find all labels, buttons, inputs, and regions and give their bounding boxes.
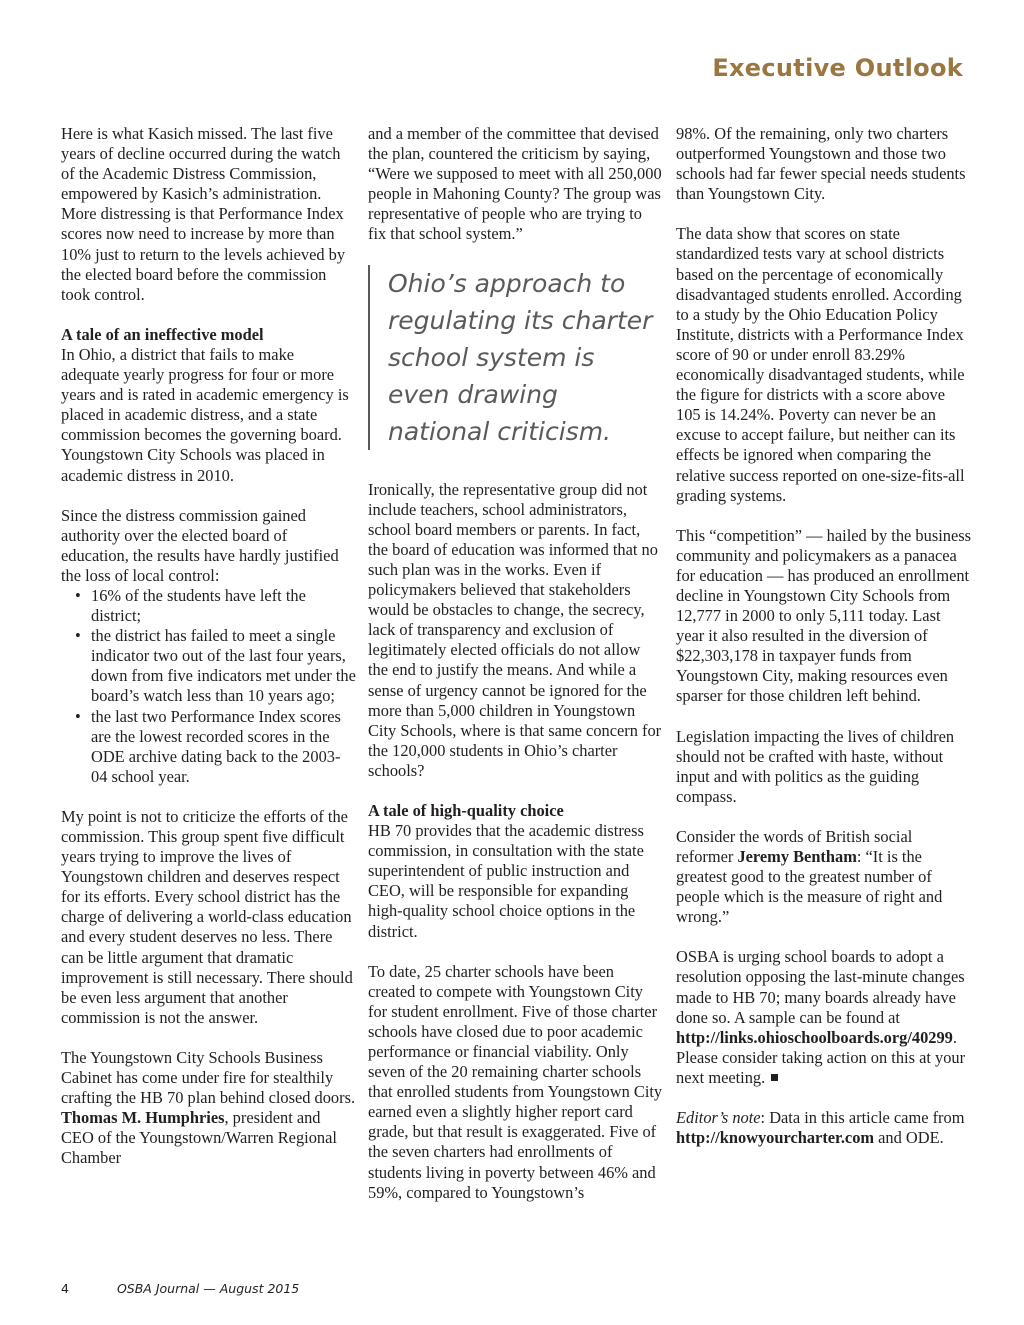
paragraph: My point is not to criticize the efforts of the commission. This group spent five difficult years trying to improve the lives of Youngstown children and deserves respect for its efforts. Every school district has the charge of delivering a world-class education and every student deserves no less. There can be little argument that dramatic improvement is still necessary. There should be even less argument that another commission is not the answer. <box>61 806 353 1027</box>
end-of-article-square-icon <box>771 1074 778 1081</box>
paragraph <box>61 1048 356 1169</box>
page-footer <box>61 1281 299 1296</box>
paragraph: Here is what Kasich missed. The last five years of decline occurred during the watch of the Academic Distress Commission, empowered by Kasich’s administration. More distressing is that Performance Index scores now need to increase by more than 10% just to return to the levels achieved by the elected board before the commission took control. <box>61 124 346 304</box>
bullet-list <box>61 586 356 787</box>
subheading-high-quality-choice: A tale of high-quality choice <box>368 800 564 820</box>
knowyourcharter-link[interactable]: http://knowyourcharter.com <box>676 1128 875 1148</box>
section-title: Executive Outlook <box>712 54 963 82</box>
paragraph: To date, 25 charter schools have been created to compete with Youngstown City for student enrollment. Five of those charter schools have closed due to poor academic performance or financial viability. Only seven of the 20 remaining charter schools that enrolled students from Youngstown City earned even a slightly higher report card grade, but that result is exaggerated. Five of the seven charters had enrollments of students living in poverty between 46% and 59%, compared to Youngstown’s <box>368 961 663 1202</box>
list-item: • 16% of the students have left the district; <box>91 586 356 626</box>
person-name-bentham: Jeremy Bentham <box>737 847 857 866</box>
page-number: 4 <box>61 1281 69 1296</box>
subheading-ineffective-model: A tale of an ineffective model <box>61 324 264 344</box>
text-run: : “It is the greatest good to the greatest number of people which is the measure of right and wrong.” <box>676 847 943 927</box>
resolution-link[interactable]: http://links.ohioschoolboards.org/40299 <box>676 1027 953 1047</box>
list-item: • the last two Performance Index scores are the lowest recorded scores in the ODE archive dating back to the 2003-04 school year. <box>91 707 356 787</box>
paragraph: HB 70 provides that the academic distress commission, in consultation with the state superintendent of public instruction and CEO, will be responsible for expanding high-quality school choice options in the district. <box>368 821 644 941</box>
text-run: The Youngstown City Schools Business Cabinet has come under fire for stealthily crafting the HB 70 plan behind closed doors. <box>61 1047 356 1108</box>
article-column-2 <box>368 124 663 1223</box>
paragraph: Ironically, the representative group did not include teachers, school administrators, school board members or parents. In fact, the board of education was informed that no such plan was in the works. Even if policymakers believed that stakeholders would be obstacles to change, the secrecy, lack of transparency and exclusion of legitimately elected officials do not allow the end to justify the means. And while a sense of urgency cannot be ignored for the more than 5,000 children in Youngstown City Schools, where is that same concern for the 120,000 students in Ohio’s charter schools? <box>368 479 662 780</box>
pull-quote: Ohio’s approach to regulating its charter school system is even drawing national criticism. <box>368 265 663 450</box>
publication-name: OSBA Journal — August 2015 <box>116 1281 300 1296</box>
paragraph: Since the distress commission gained authority over the elected board of education, the results have hardly justified the loss of local control: <box>61 505 339 585</box>
paragraph: and a member of the committee that devised the plan, countered the criticism by saying, “Were we supposed to meet with all 250,000 people in Mahoning County? The group was representative of people who are trying to fix that school system.” <box>368 124 662 244</box>
paragraph: This “competition” — hailed by the business community and policymakers as a panacea for education — has produced an enrollment decline in Youngstown City Schools from 12,777 in 2000 to only 5,111 today. Last year it also resulted in the diversion of $22,303,178 in taxpayer funds from Youngstown City, making resources even sparser for those children left behind. <box>676 525 971 706</box>
paragraph <box>676 827 971 927</box>
article-column-3 <box>676 124 971 1168</box>
editors-note-label: Editor’s note <box>676 1108 761 1128</box>
paragraph: In Ohio, a district that fails to make adequate yearly progress for four or more years and is rated in academic emergency is placed in academic distress, and a state commission becomes the governing board. Youngstown City Schools was placed in academic distress in 2010. <box>61 344 349 485</box>
paragraph <box>676 947 971 1088</box>
text-run: : Data in this article came from <box>760 1108 965 1128</box>
person-name-humphries: Thomas M. Humphries <box>61 1108 225 1128</box>
paragraph: Legislation impacting the lives of children should not be crafted with haste, without input and with politics as the guiding compass. <box>676 726 955 806</box>
text-run: , president and CEO of the Youngstown/Warren Regional Chamber <box>61 1108 337 1168</box>
list-item: • the district has failed to meet a single indicator two out of the last four years, down from five indicators met under the board’s watch less than 10 years ago; <box>91 626 356 706</box>
article-column-1 <box>61 124 356 1189</box>
paragraph: 98%. Of the remaining, only two charters outperformed Youngstown and those two schools had far fewer special needs students than Youngstown City. <box>676 124 966 204</box>
text-run: and ODE. <box>874 1128 944 1148</box>
text-run: . Please consider taking action on this at your next meeting. <box>676 1027 966 1087</box>
text-run: OSBA is urging school boards to adopt a resolution opposing the last-minute changes made to HB 70; many boards already have done so. A sample can be found at <box>676 947 965 1027</box>
editors-note <box>676 1108 971 1148</box>
text-run: Consider the words of British social reformer <box>676 826 913 866</box>
paragraph: The data show that scores on state standardized tests vary at school districts based on the percentage of economically disadvantaged students enrolled. According to a study by the Ohio Education Policy Institute, districts with a Performance Index score of 90 or under enroll 83.29% economically disadvantaged students, while the figure for districts with a score above 105 is 14.24%. Poverty can never be an excuse to accept failure, but neither can its effects be ignored when comparing the relative success reported on one-size-fits-all grading systems. <box>676 224 965 505</box>
